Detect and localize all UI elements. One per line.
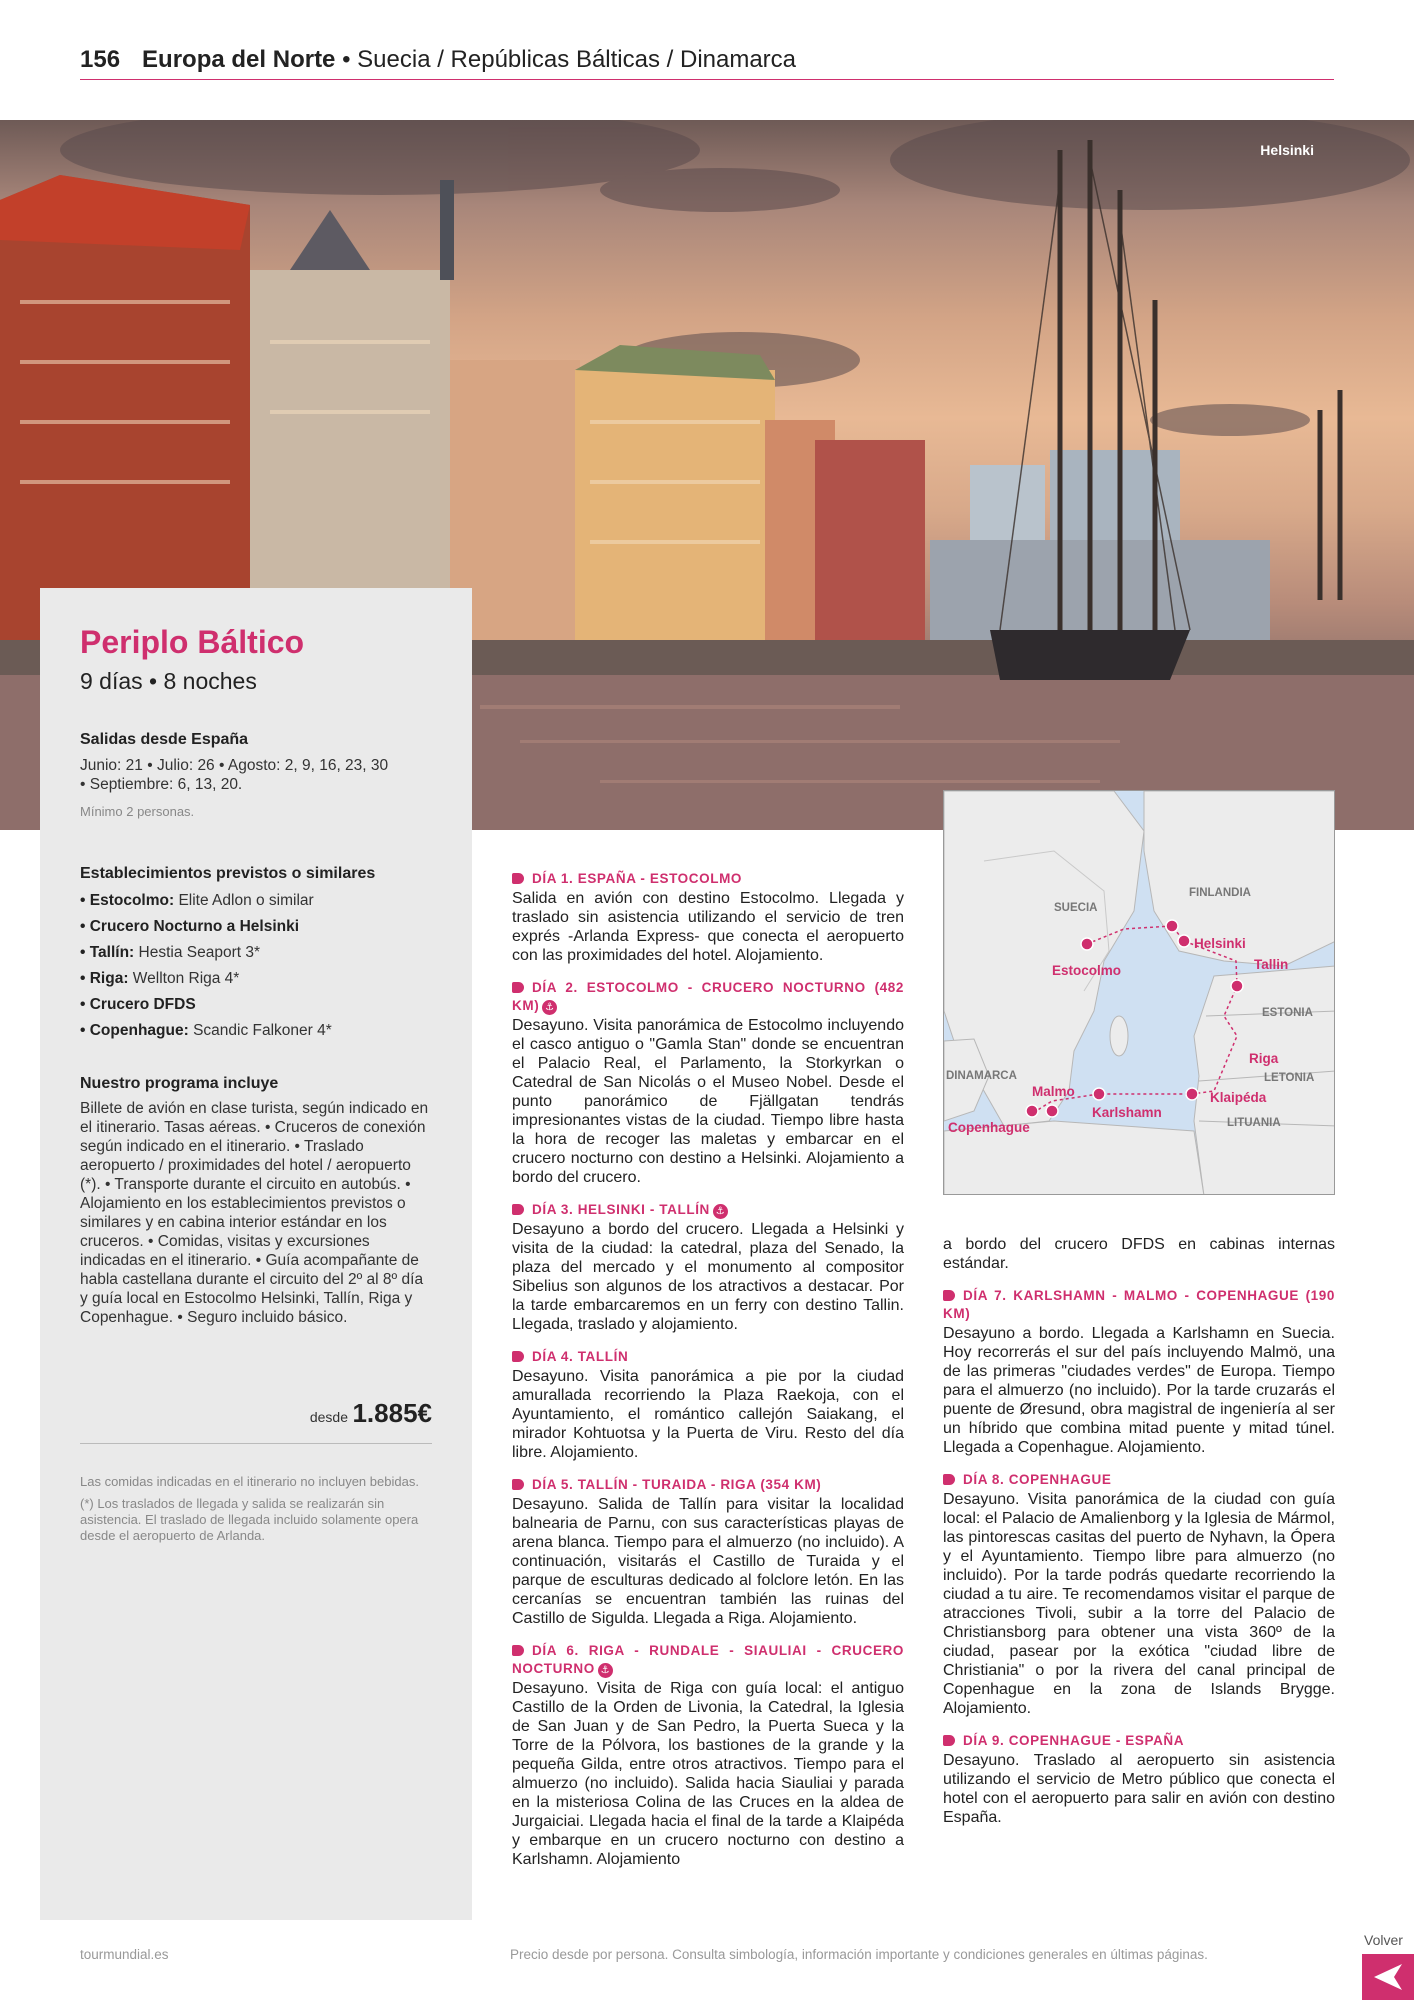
tour-title: Periplo Báltico (80, 624, 305, 660)
day-text: Desayuno. Visita panorámica de Estocolmo incluyendo el casco antiguo o "Gamla Stan" donde se encuentran el Palacio Real, el Parlamento, la Storkyrkan o Catedral de San Nicolás o el Museo Nobel. Desde el punto panorámico de Fjällgatan tendrás impresionantes vistas de la ciudad. Tiempo libre hasta la hora de recoger las maletas y embarcar en el crucero nocturno con destino a Helsinki. Alojamiento a bordo del crucero. (512, 1017, 904, 1186)
departures-block (80, 730, 435, 820)
volver-label[interactable]: Volver (1364, 1932, 1403, 1948)
photo-caption: Helsinki (1260, 142, 1314, 158)
map-label-letonia: LETONIA (1264, 1072, 1315, 1084)
day-title: DÍA 6. RIGA - RUNDALE - SIAULIAI - CRUCERO NOCTURNO (512, 1643, 904, 1676)
hotel-item: • Estocolmo: Elite Adlon o similar (80, 892, 314, 909)
map-city-karlshamn: Karlshamn (1092, 1105, 1162, 1120)
footer-site[interactable]: tourmundial.es (80, 1947, 169, 1962)
itinerary-day (943, 1471, 1335, 1718)
map-city-malmo: Malmo (1032, 1084, 1075, 1099)
itinerary-day (512, 1642, 904, 1869)
day-title: DÍA 4. TALLÍN (532, 1349, 629, 1364)
itinerary-day (943, 1287, 1335, 1457)
cruise-anchor-icon: ⚓ (713, 1204, 728, 1219)
day-marker-icon (512, 1479, 524, 1490)
hotel-item: • Copenhague: Scandic Falkoner 4* (80, 1022, 332, 1039)
page-header (80, 46, 1334, 80)
itinerary-day-continued (943, 1235, 1335, 1273)
price-prefix: desde (309, 1409, 349, 1425)
day-marker-icon (943, 1735, 955, 1746)
hotel-item: • Tallín: Hestia Seaport 3* (80, 944, 261, 961)
notes-block (80, 1474, 435, 1544)
back-arrow-icon (1362, 1954, 1414, 2000)
price-amount: 1.885€ (352, 1398, 432, 1428)
map-city-klaipeda: Klaipéda (1210, 1090, 1267, 1105)
day-title: DÍA 5. TALLÍN - TURAIDA - RIGA (354 KM) (532, 1477, 822, 1492)
minimum-persons: Mínimo 2 personas. (80, 804, 195, 819)
map-label-estonia: ESTONIA (1262, 1007, 1313, 1019)
day-title: DÍA 2. ESTOCOLMO - CRUCERO NOCTURNO (482 KM) (512, 980, 904, 1013)
day-text: Desayuno. Visita panorámica a pie por la ciudad amurallada recorriendo la Plaza Raekoja, con el Ayuntamiento, el romántico callejón Saiakang, el mirador Kohtuotsa y la Puerta de Viru. Resto del día libre. Alojamiento. (512, 1368, 904, 1461)
day-marker-icon (512, 982, 524, 993)
includes-text: Billete de avión en clase turista, según indicado en el itinerario. Tasas aéreas. • Cruceros de conexión según indicado en el itinerario. • Traslado aeropuerto / proximidades del hotel / aeropuerto (*). • Transporte durante el circuito en autobús. • Alojamiento en los establecimientos previstos o similares y en cabina interior estándar en los cruceros. • Comidas, visitas y excursiones indicadas en el itinerario. • Guía acompañante de habla castellana durante el circuito del 2º al 8º día y guía local en Estocolmo Helsinki, Tallín, Riga y Copenhague. • Seguro incluido básico. (80, 1100, 429, 1326)
day-marker-icon (512, 1204, 524, 1215)
map-city-tallin: Tallin (1254, 957, 1289, 972)
hotel-item: • Riga: Wellton Riga 4* (80, 970, 240, 987)
cruise-anchor-icon: ⚓ (598, 1663, 613, 1678)
map-city-estocolmo: Estocolmo (1052, 963, 1122, 978)
day-text: Desayuno. Traslado al aeropuerto sin asistencia utilizando el servicio de Metro público que conecta el hotel con el aeropuerto para salir en avión con destino España. (943, 1752, 1335, 1826)
itinerary-day (512, 1348, 904, 1462)
day-marker-icon (512, 1645, 524, 1656)
map-city-helsinki: Helsinki (1194, 936, 1246, 951)
day-title: DÍA 7. KARLSHAMN - MALMO - COPENHAGUE (190 KM) (943, 1288, 1335, 1321)
day-marker-icon (512, 1351, 524, 1362)
day-title: DÍA 9. COPENHAGUE - ESPAÑA (963, 1733, 1185, 1748)
itinerary-day (512, 979, 904, 1187)
region-title: Europa del Norte (142, 46, 336, 73)
day-marker-icon (512, 873, 524, 884)
subregion-title: Suecia / Repúblicas Bálticas / Dinamarca (357, 46, 797, 73)
baltic-route-map (944, 791, 1335, 1195)
map-city-riga: Riga (1249, 1051, 1279, 1066)
note-transfers: (*) Los traslados de llegada y salida se realizarán sin asistencia. El traslado de llegada incluido solamente opera desde el aeropuerto de Arlanda. (80, 1496, 419, 1543)
day-title: DÍA 1. ESPAÑA - ESTOCOLMO (532, 871, 743, 886)
includes-heading: Nuestro programa incluye (80, 1075, 279, 1092)
day-text: Desayuno a bordo. Llegada a Karlshamn en Suecia. Hoy recorrerás el sur del país incluyendo Malmö, una de las primeras "ciudades verdes" de Europa. Tiempo para el almuerzo (no incluido). Por la tarde cruzarás el puente de Øresund, obra magistral de ingeniería al ser un híbrido que combina mitad puente y mitad túnel. Llegada a Copenhague. Alojamiento. (943, 1325, 1335, 1456)
day-text: a bordo del crucero DFDS en cabinas internas estándar. (943, 1236, 1335, 1272)
map-city-copenhague: Copenhague (948, 1120, 1030, 1135)
itinerary-column-2 (943, 1235, 1335, 1841)
trip-summary-sidebar (40, 588, 472, 1920)
map-label-finlandia: FINLANDIA (1189, 887, 1251, 899)
hotel-item: • Crucero DFDS (80, 996, 196, 1013)
itinerary-day (943, 1732, 1335, 1827)
day-text: Desayuno. Visita de Riga con guía local: el antiguo Castillo de la Orden de Livonia, la Catedral, la Iglesia de San Juan y de San Pedro, la Puerta Sueca y la Torre de la Pólvora, los bastiones de la grande y la pequeña Gilda, entre otros atractivos. Tiempo para el almuerzo (no incluido). Salida hacia Siauliai y parada en la misteriosa Colina de las Cruces en la aldea de Jurgaiciai. Llegada hacia el final de la tarde a Klaipéda y embarque en un crucero nocturno con destino a Karlshamn. Alojamiento (512, 1680, 904, 1868)
hotel-item: • Crucero Nocturno a Helsinki (80, 918, 300, 935)
itinerary-day (512, 1476, 904, 1628)
includes-block (80, 1074, 435, 1327)
day-title: DÍA 8. COPENHAGUE (963, 1472, 1112, 1487)
itinerary-day (512, 870, 904, 965)
hotels-block (80, 864, 435, 1047)
day-text: Desayuno. Visita panorámica de la ciudad con guía local: el Palacio de Amalienborg y la Iglesia de Mármol, las pintorescas casitas del puerto de Nyhavn, la Ópera y el Ayuntamiento. Tiempo libre para almuerzo (no incluido). Por la tarde podrás quedarte recorriendo la ciudad a tu aire. Te recomendamos visitar el parque de atracciones Tivoli, subir a la torre del Palacio de Christiansborg para obtener una vista 360º de la ciudad, pasear por la exótica "ciudad libre de Christiania" o por la rivera del canal principal de Copenhague en la zona de Islands Brygge. Alojamiento. (943, 1491, 1335, 1717)
footer-disclaimer: Precio desde por persona. Consulta simbología, información importante y condiciones generales en últimas páginas. (510, 1947, 1208, 1962)
page-number: 156 (80, 46, 121, 73)
day-title: DÍA 3. HELSINKI - TALLÍN (532, 1202, 710, 1217)
day-text: Salida en avión con destino Estocolmo. Llegada y traslado sin asistencia utilizando el servicio de tren exprés -Arlanda Express- que conecta el aeropuerto con las proximidades del hotel. Alojamiento. (512, 890, 904, 964)
itinerary-day (512, 1201, 904, 1334)
map-label-dinamarca: DINAMARCA (946, 1070, 1017, 1082)
header-separator: • (335, 46, 358, 73)
departures-line-2: • Septiembre: 6, 13, 20. (80, 776, 243, 793)
cruise-anchor-icon: ⚓ (542, 1000, 557, 1015)
day-marker-icon (943, 1290, 955, 1301)
day-text: Desayuno. Salida de Tallín para visitar la localidad balnearia de Parnu, con sus características playas de arena blanca. Tiempo para el almuerzo (no incluido). A continuación, visitarás el Castillo de Turaida y el parque de esculturas dedicado al folclore letón. En las cercanías se encuentran también las ruinas del Castillo de Sigulda. Llegada a Riga. Alojamiento. (512, 1496, 904, 1627)
hotels-heading: Establecimientos previstos o similares (80, 865, 376, 882)
itinerary-column-1 (512, 870, 904, 1883)
departures-heading: Salidas desde España (80, 731, 249, 748)
back-button[interactable] (1362, 1954, 1414, 2000)
departures-line-1: Junio: 21 • Julio: 26 • Agosto: 2, 9, 16, 23, 30 (80, 757, 389, 774)
map-label-suecia: SUECIA (1054, 902, 1098, 914)
route-map (943, 790, 1335, 1195)
tour-duration: 9 días • 8 noches (80, 668, 257, 694)
map-label-lituania: LITUANIA (1227, 1117, 1281, 1129)
day-marker-icon (943, 1474, 955, 1485)
price-line (80, 1398, 432, 1444)
day-text: Desayuno a bordo del crucero. Llegada a Helsinki y visita de la ciudad: la catedral, plaza del Senado, la plaza del mercado y el monumento al compositor Sibelius son algunos de los atractivos a destacar. Por la tarde embarcaremos en un ferry con destino Tallin. Llegada, traslado y alojamiento. (512, 1221, 904, 1333)
note-meals: Las comidas indicadas en el itinerario no incluyen bebidas. (80, 1474, 419, 1489)
